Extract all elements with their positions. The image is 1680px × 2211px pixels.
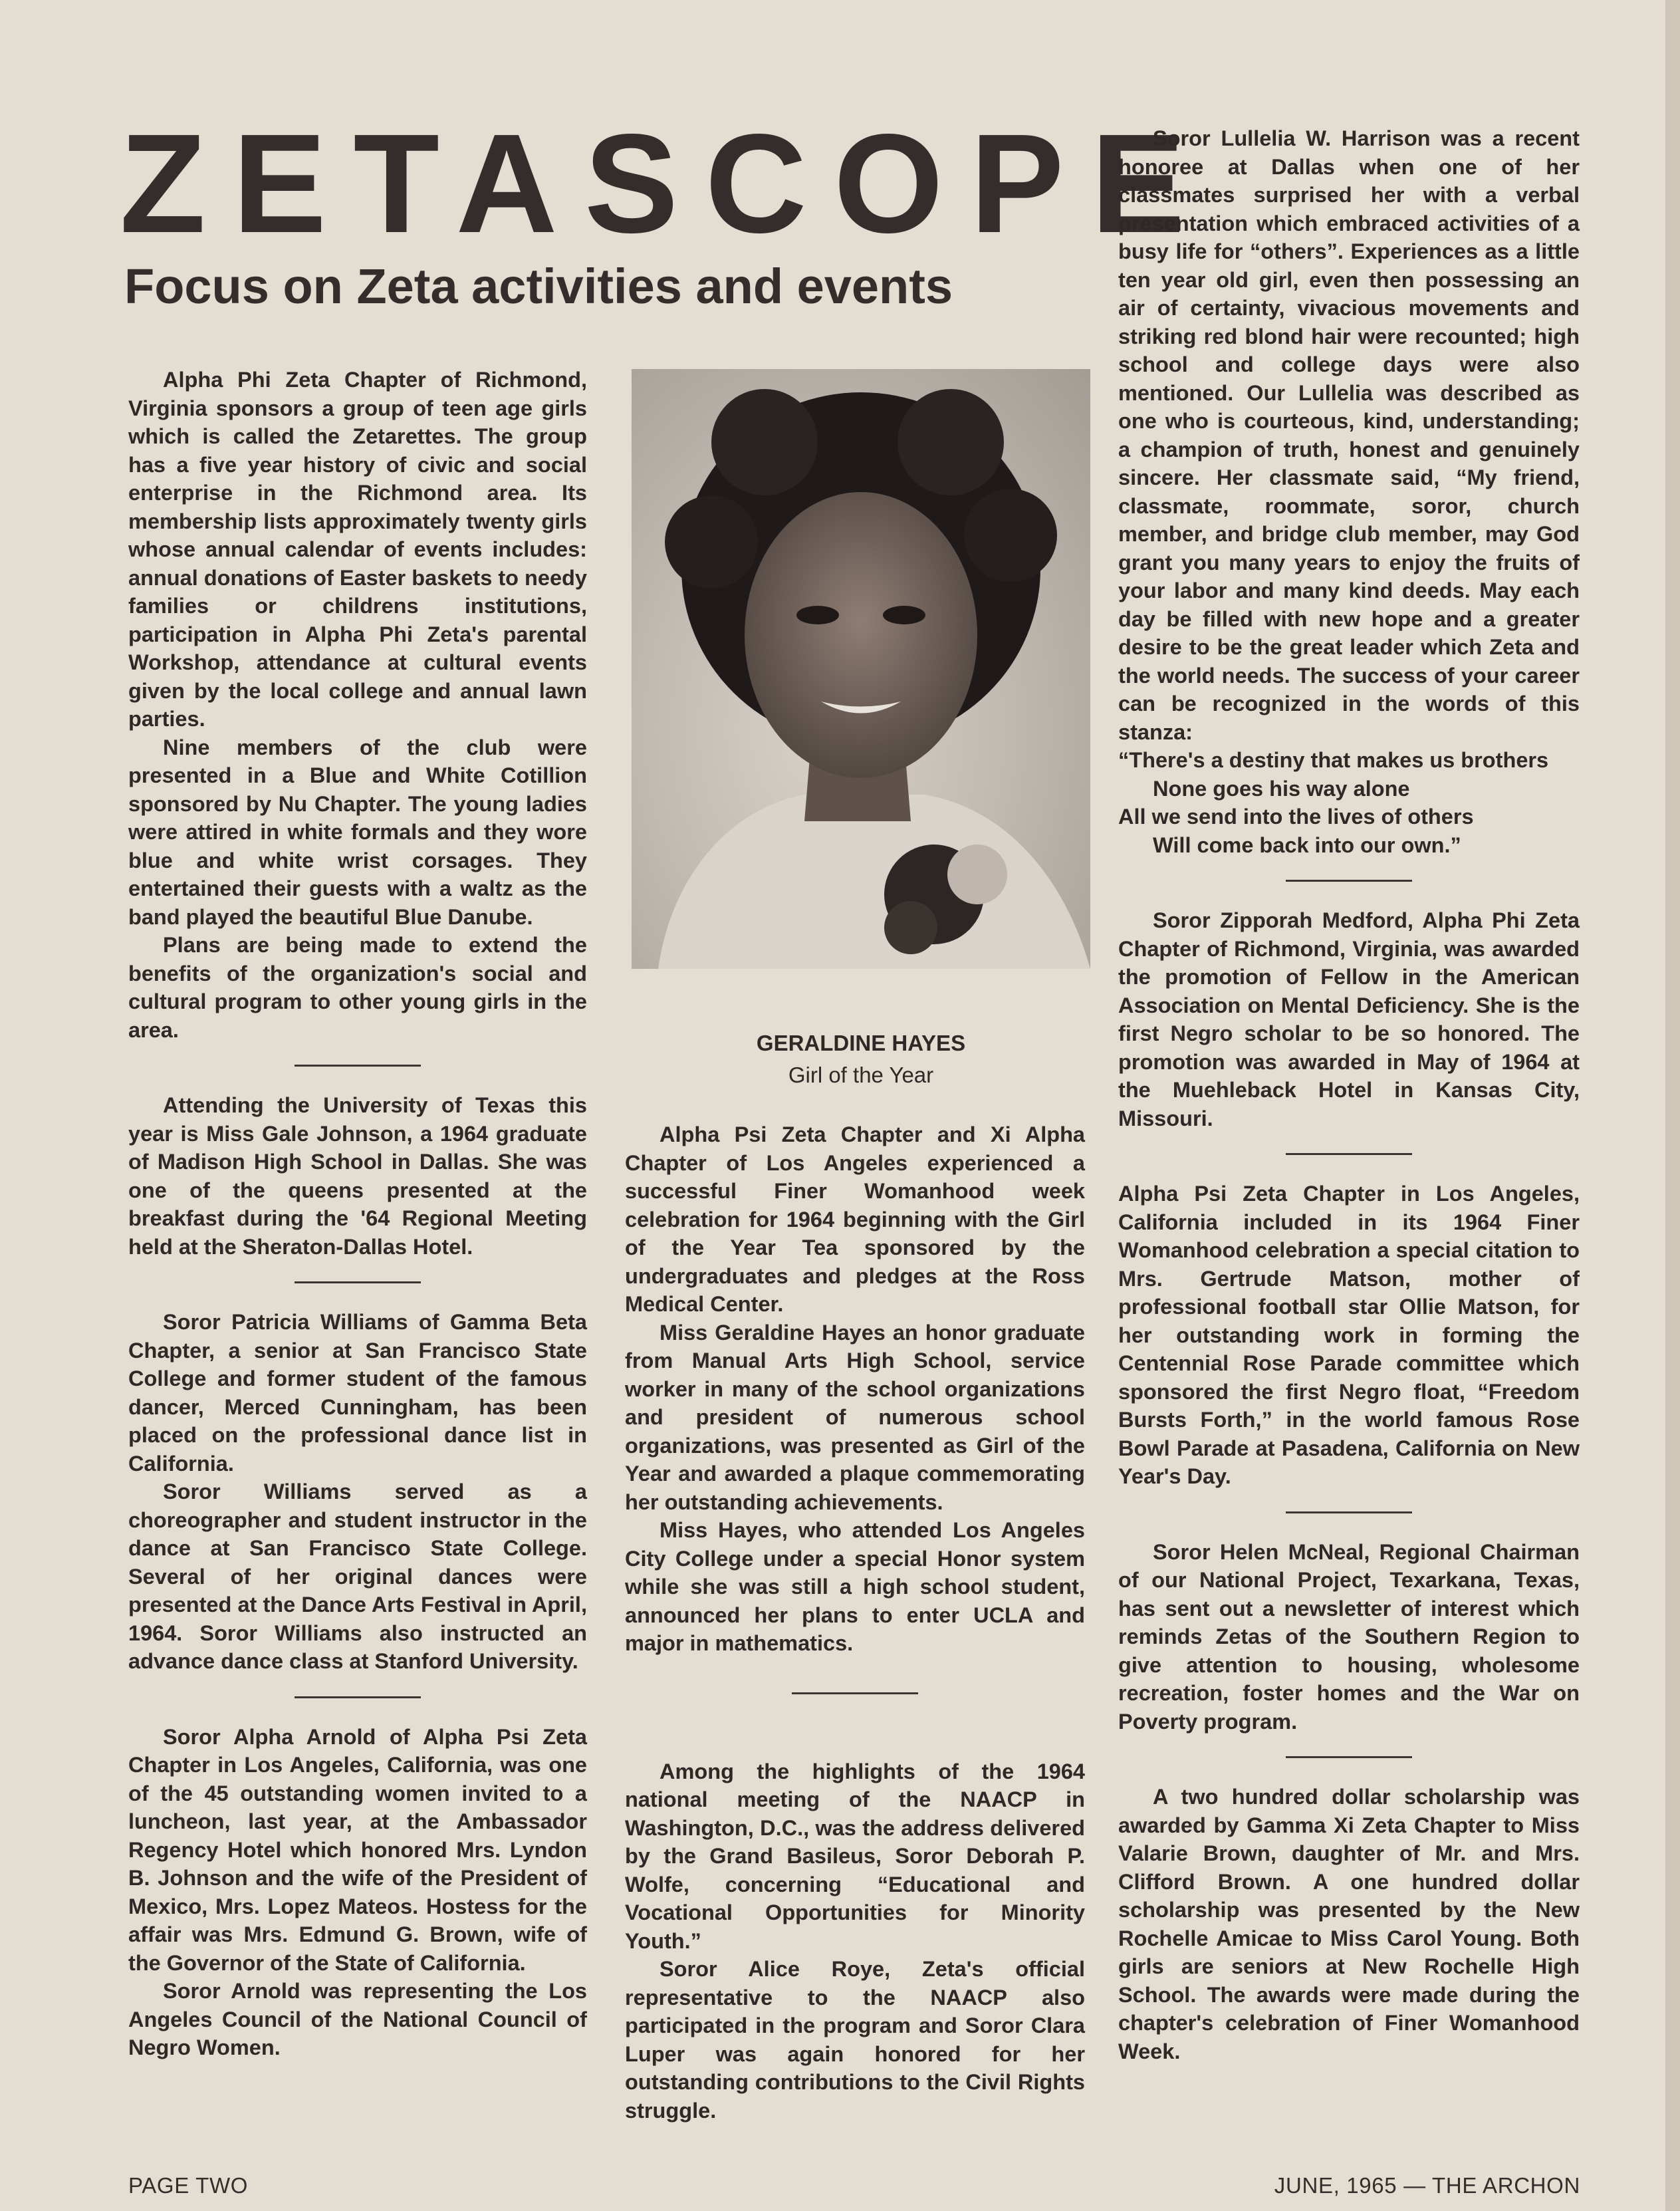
separator-rule <box>295 1281 421 1283</box>
column-right <box>1118 124 1580 2065</box>
portrait-illustration <box>632 369 1090 969</box>
article-patricia-williams: Soror Patricia Williams of Gamma Beta Chapter, a senior at San Francisco State College and former student of the famous dancer, Merced Cunningham, has been placed on the professional dance list in California. <box>128 1310 587 1476</box>
separator-rule <box>1286 880 1412 882</box>
separator-rule <box>792 1692 918 1694</box>
article-plans: Plans are being made to extend the benefits of the organization's social and cultural program to other young girls in the area. <box>128 933 587 1042</box>
article-cotillion: Nine members of the club were presented in a Blue and White Cotillion sponsored by Nu Chapter. The young ladies were attired in white formals and they wore blue and white wrist corsages. They entertained their guests with a waltz as the band played the beautiful Blue Danube. <box>128 735 587 929</box>
article-zipporah-medford: Soror Zipporah Medford, Alpha Phi Zeta Chapter of Richmond, Virginia, was awarded the promotion of Fellow in the American Association on Mental Deficiency. She is the first Negro scholar to be so honored. The promotion was awarded in May of 1964 at the Muehleback Hotel in Kansas City, Missouri. <box>1118 908 1580 1130</box>
stanza <box>1118 746 1580 859</box>
article-geraldine-hayes: Miss Geraldine Hayes an honor graduate from Manual Arts High School, service worker in many of the school organizations and president of numerous school organizations, was presented as Girl of the Year and awarded a plaque commemorating her outstanding achievements. <box>625 1320 1085 1514</box>
article-lullelia-harrison: Soror Lullelia W. Harrison was a recent honoree at Dallas when one of her classmates surprised her with a verbal presentation which embraced activities of a busy life for “others”. Experiences as a little ten year old girl, even then possessing an air of certainty, vivacious movements and striking red blond hair were recounted; high school and college days were also mentioned. Our Lullelia was described as one who is courteous, kind, understanding; a champion of truth, honest and genuinely sincere. Her classmate said, “My friend, classmate, roommate, soror, church member, and bridge club member, may God grant you many years to enjoy the fruits of your labor and many kind deeds. May each day be filled with new hope and a greater desire to be the great leader which Zeta and the world needs. The success of your career can be recognized in the words of this stanza: <box>1118 126 1580 744</box>
article-gertrude-matson: Alpha Psi Zeta Chapter in Los Angeles, California included in its 1964 Finer Womanhood celebration a special citation to Mrs. Gertrude Matson, mother of professional football star Ollie Matson, for her outstanding work in forming the Centennial Rose Parade committee which sponsored the first Negro float, “Freedom Bursts Forth,” in the world famous Rose Bowl Parade at Pasadena, California on New Year's Day. <box>1118 1182 1580 1488</box>
separator-rule <box>295 1696 421 1698</box>
photo-caption <box>632 1027 1090 1091</box>
article-finer-womanhood: Alpha Psi Zeta Chapter and Xi Alpha Chapter of Los Angeles experienced a successful Finer Womanhood week celebration for 1964 beginning with the Girl of the Year Tea sponsored by the undergraduates and pledges at the Ross Medical Center. <box>625 1122 1085 1316</box>
caption-name: GERALDINE HAYES <box>756 1031 966 1055</box>
masthead-title: ZETASCOPE <box>120 104 1212 262</box>
stanza-line: None goes his way alone <box>1153 776 1410 801</box>
separator-rule <box>1286 1756 1412 1758</box>
article-arnold-council: Soror Arnold was representing the Los Angeles Council of the National Council of Negro Women. <box>128 1979 587 2059</box>
separator-rule <box>1286 1511 1412 1513</box>
article-gale-johnson: Attending the University of Texas this year is Miss Gale Johnson, a 1964 graduate of Madison High School in Dallas. She was one of the queens presented at the breakfast during the '64 Regional Meeting held at the Sheraton-Dallas Hotel. <box>128 1093 587 1259</box>
issue-date: JUNE, 1965 — THE ARCHON <box>1274 2173 1580 2198</box>
article-naacp-meeting: Among the highlights of the 1964 national meeting of the NAACP in Washington, D.C., was the address delivered by the Grand Basileus, Soror Deborah P. Wolfe, concerning “Educational and Vocational Opportunities for Minority Youth.” <box>625 1759 1085 1953</box>
caption-title: Girl of the Year <box>788 1063 934 1087</box>
separator-rule <box>295 1065 421 1067</box>
page-number: PAGE TWO <box>128 2173 249 2198</box>
article-helen-mcneal: Soror Helen McNeal, Regional Chairman of our National Project, Texarkana, Texas, has sent out a newsletter of interest which reminds Zetas of the Southern Region to give attention to housing, wholesome recreation, foster homes and the War on Poverty program. <box>1118 1539 1580 1734</box>
article-alice-roye: Soror Alice Roye, Zeta's official representative to the NAACP also participated in the program and Soror Clara Luper was again honored for her outstanding contributions to the Civil Rights struggle. <box>625 1957 1085 2123</box>
stanza-line: “There's a destiny that makes us brothers <box>1118 748 1549 772</box>
separator-rule <box>1286 1153 1412 1155</box>
stanza-line: All we send into the lives of others <box>1118 805 1474 829</box>
article-alpha-arnold: Soror Alpha Arnold of Alpha Psi Zeta Chapter in Los Angeles, California, was one of the 45 outstanding women invited to a luncheon, last year, at the Ambassador Regency Hotel which honored Mrs. Lyndon B. Johnson and the wife of the President of Mexico, Mrs. Lopez Mateos. Hostess for the affair was Mrs. Edmund G. Brown, wife of the Governor of the State of California. <box>128 1724 587 1975</box>
article-williams-dance: Soror Williams served as a choreographer and student instructor in the dance at San Francisco State College. Several of her original dances were presented at the Dance Arts Festival in April, 1964. Soror Williams also instructed an advance dance class at Stanford University. <box>128 1480 587 1673</box>
article-zetarettes: Alpha Phi Zeta Chapter of Richmond, Virginia sponsors a group of teen age girls which is called the Zetarettes. The group has a five year history of civic and social enterprise in the Richmond area. Its membership lists approximately twenty girls whose annual calendar of events includes: annual donations of Easter baskets to needy families or childrens institutions, participation in Alpha Phi Zeta's parental Workshop, attendance at cultural events given by the local college and annual lawn parties. <box>128 368 587 731</box>
article-scholarships: A two hundred dollar scholarship was awarded by Gamma Xi Zeta Chapter to Miss Valarie Brown, daughter of Mr. and Mrs. Clifford Brown. A one hundred dollar scholarship was presented by the New Rochelle Amicae to Miss Carol Young. Both girls are seniors at New Rochelle High School. The awards were made during the chapter's celebration of Finer Womanhood Week. <box>1118 1785 1580 2063</box>
column-middle <box>625 1120 1085 2125</box>
portrait-photo <box>632 369 1090 969</box>
stanza-line: Will come back into our own.” <box>1153 833 1461 857</box>
column-left <box>128 366 587 2062</box>
article-hayes-ucla: Miss Hayes, who attended Los Angeles City College under a special Honor system while she was still a high school student, announced her plans to enter UCLA and major in mathematics. <box>625 1518 1085 1655</box>
page-edge <box>1665 0 1680 2211</box>
section-subtitle: Focus on Zeta activities and events <box>124 259 953 314</box>
